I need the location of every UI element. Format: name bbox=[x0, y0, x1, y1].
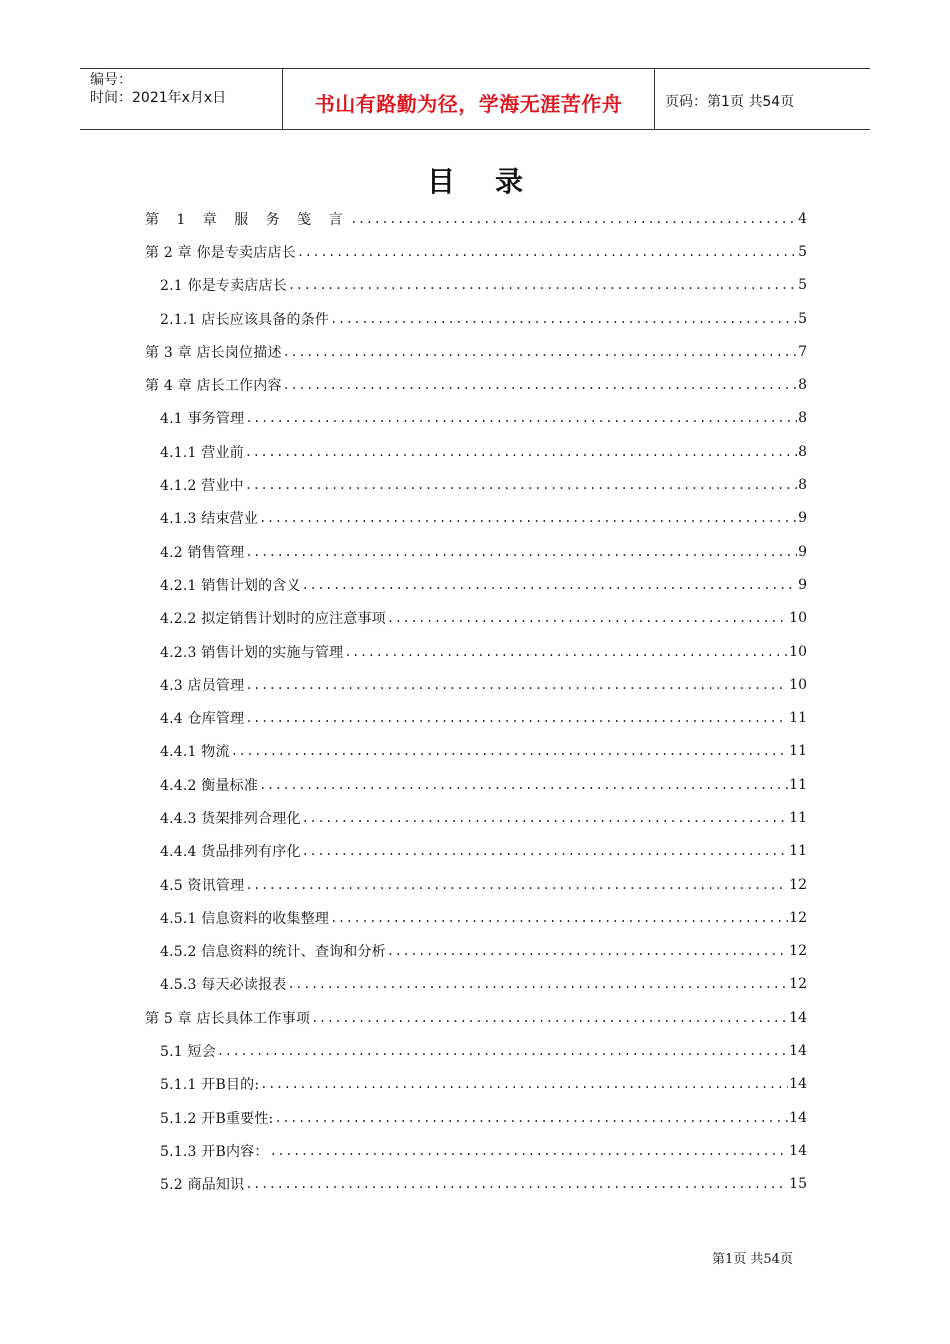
toc-entry-page-number: 9 bbox=[798, 543, 807, 560]
toc-entry-page-number: 14 bbox=[789, 1009, 807, 1026]
toc-leader-dots bbox=[245, 676, 788, 694]
toc-leader-dots bbox=[387, 942, 788, 960]
toc-entry-page-number: 7 bbox=[798, 343, 807, 360]
toc-entry-label: 4.2.1 销售计划的含义 bbox=[160, 577, 301, 594]
toc-leader-dots bbox=[245, 476, 797, 494]
toc-entry[interactable] bbox=[145, 768, 807, 801]
document-header bbox=[80, 68, 870, 130]
toc-entry-page-number: 14 bbox=[789, 1076, 807, 1093]
toc-entry[interactable] bbox=[145, 801, 807, 834]
toc-entry-label: 4.5 资讯管理 bbox=[160, 877, 245, 894]
toc-entry-label: 4.5.1 信息资料的收集整理 bbox=[160, 910, 330, 927]
toc-title-char-1: 目 bbox=[426, 165, 455, 198]
toc-leader-dots bbox=[245, 1175, 788, 1193]
toc-entry-page-number: 8 bbox=[798, 410, 807, 427]
toc-entry-label: 2.1.1 店长应该具备的条件 bbox=[160, 311, 330, 328]
toc-entry-label: 4.2 销售管理 bbox=[160, 544, 245, 561]
toc-entry-label: 4.1.3 结束营业 bbox=[160, 511, 259, 528]
toc-entry-page-number: 14 bbox=[789, 1043, 807, 1060]
header-left-cell bbox=[80, 69, 282, 129]
document-time-label: 时间：2021年x月x日 bbox=[90, 90, 227, 106]
toc-entry-label: 4.4.4 货品排列有序化 bbox=[160, 844, 301, 861]
header-motto: 书山有路勤为径，学海无涯苦作舟 bbox=[314, 91, 623, 116]
toc-entry-page-number: 11 bbox=[789, 743, 807, 760]
toc-entry-label: 4.5.3 每天必读报表 bbox=[160, 977, 287, 994]
toc-entry[interactable] bbox=[145, 1068, 807, 1101]
toc-leader-dots bbox=[288, 276, 797, 294]
toc-entry-page-number: 4 bbox=[798, 210, 807, 227]
toc-entry[interactable] bbox=[145, 1168, 807, 1201]
toc-entry-label: 4.4.1 物流 bbox=[160, 744, 230, 761]
toc-entry[interactable] bbox=[145, 1101, 807, 1134]
toc-entry-label: 4.1.1 营业前 bbox=[160, 444, 244, 461]
toc-entry[interactable] bbox=[145, 368, 807, 401]
toc-entry[interactable] bbox=[145, 402, 807, 435]
toc-entry-label: 第 3 章 店长岗位描述 bbox=[145, 344, 282, 361]
toc-entry-label: 5.2 商品知识 bbox=[160, 1177, 245, 1194]
toc-entry-label: 5.1 短会 bbox=[160, 1044, 216, 1061]
toc-entry[interactable] bbox=[145, 735, 807, 768]
toc-title-char-2: 录 bbox=[495, 165, 524, 198]
toc-title bbox=[0, 160, 950, 200]
toc-entry-page-number: 11 bbox=[789, 776, 807, 793]
toc-leader-dots bbox=[302, 809, 789, 827]
document-number-label: 编号： bbox=[90, 72, 132, 88]
toc-entry[interactable] bbox=[145, 901, 807, 934]
toc-leader-dots bbox=[231, 742, 788, 760]
toc-entry-label: 4.2.2 拟定销售计划时的应注意事项 bbox=[160, 611, 386, 628]
toc-entry-label: 4.2.3 销售计划的实施与管理 bbox=[160, 644, 344, 661]
toc-entry-page-number: 9 bbox=[798, 510, 807, 527]
toc-entry[interactable] bbox=[145, 635, 807, 668]
toc-entry[interactable] bbox=[145, 835, 807, 868]
toc-entry-page-number: 8 bbox=[798, 443, 807, 460]
toc-entry[interactable] bbox=[145, 335, 807, 368]
toc-leader-dots bbox=[287, 975, 788, 993]
toc-leader-dots bbox=[311, 1009, 788, 1027]
toc-entry-page-number: 5 bbox=[798, 277, 807, 294]
toc-entry-label: 第 1 章 服 务 笺 言 bbox=[145, 211, 350, 228]
toc-entry-label: 4.4 仓库管理 bbox=[160, 711, 245, 728]
toc-entry[interactable] bbox=[145, 435, 807, 468]
toc-entry-page-number: 10 bbox=[789, 676, 807, 693]
header-page-cell bbox=[655, 69, 870, 129]
toc-entry[interactable] bbox=[145, 968, 807, 1001]
toc-entry-label: 第 4 章 店长工作内容 bbox=[145, 378, 282, 395]
toc-entry[interactable] bbox=[145, 1034, 807, 1067]
toc-entry[interactable] bbox=[145, 668, 807, 701]
toc-entry[interactable] bbox=[145, 935, 807, 968]
toc-entry-page-number: 11 bbox=[789, 809, 807, 826]
toc-entry-label: 4.4.3 货架排列合理化 bbox=[160, 810, 301, 827]
toc-leader-dots bbox=[259, 776, 788, 794]
toc-entry[interactable] bbox=[145, 602, 807, 635]
toc-leader-dots bbox=[330, 310, 797, 328]
toc-entry[interactable] bbox=[145, 1001, 807, 1034]
toc-entry-label: 第 2 章 你是专卖店店长 bbox=[145, 244, 296, 261]
toc-entry[interactable] bbox=[145, 235, 807, 268]
toc-entry-page-number: 10 bbox=[789, 610, 807, 627]
page-footer: 第1页 共54页 bbox=[712, 1252, 793, 1267]
toc-entry[interactable] bbox=[145, 1134, 807, 1167]
toc-entry-label: 4.1 事务管理 bbox=[160, 411, 245, 428]
toc-entry-page-number: 5 bbox=[798, 243, 807, 260]
toc-entry-page-number: 12 bbox=[789, 976, 807, 993]
toc-entry[interactable] bbox=[145, 701, 807, 734]
toc-leader-dots bbox=[387, 609, 788, 627]
toc-entry-page-number: 12 bbox=[789, 943, 807, 960]
toc-leader-dots bbox=[283, 343, 797, 361]
toc-leader-dots bbox=[245, 443, 797, 461]
toc-entry-label: 2.1 你是专卖店店长 bbox=[160, 278, 287, 295]
toc-leader-dots bbox=[344, 643, 788, 661]
toc-entry-page-number: 12 bbox=[789, 909, 807, 926]
header-page-info: 页码：第1页 共54页 bbox=[665, 94, 795, 110]
toc-entry-page-number: 9 bbox=[798, 576, 807, 593]
table-of-contents bbox=[145, 202, 807, 1201]
toc-entry[interactable] bbox=[145, 535, 807, 568]
toc-entry-label: 4.1.2 营业中 bbox=[160, 478, 244, 495]
toc-leader-dots bbox=[245, 709, 788, 727]
toc-entry[interactable] bbox=[145, 868, 807, 901]
toc-entry[interactable] bbox=[145, 502, 807, 535]
toc-entry-page-number: 8 bbox=[798, 377, 807, 394]
header-motto-cell bbox=[282, 69, 655, 129]
toc-entry-label: 5.1.2 开B重要性: bbox=[160, 1110, 274, 1127]
toc-leader-dots bbox=[245, 543, 797, 561]
toc-entry-label: 5.1.3 开B内容： bbox=[160, 1143, 269, 1160]
toc-entry[interactable] bbox=[145, 468, 807, 501]
toc-leader-dots bbox=[302, 576, 797, 594]
toc-entry-page-number: 10 bbox=[789, 643, 807, 660]
toc-entry-label: 第 5 章 店长具体工作事项 bbox=[145, 1010, 311, 1027]
toc-entry[interactable] bbox=[145, 568, 807, 601]
toc-leader-dots bbox=[259, 509, 797, 527]
toc-leader-dots bbox=[302, 842, 789, 860]
toc-leader-dots bbox=[330, 909, 788, 927]
toc-entry-label: 4.3 店员管理 bbox=[160, 677, 245, 694]
toc-entry-page-number: 8 bbox=[798, 477, 807, 494]
toc-leader-dots bbox=[297, 243, 797, 261]
toc-entry-page-number: 5 bbox=[798, 310, 807, 327]
toc-entry-page-number: 14 bbox=[789, 1109, 807, 1126]
toc-entry-label: 5.1.1 开B目的: bbox=[160, 1077, 260, 1094]
toc-entry[interactable] bbox=[145, 202, 807, 235]
toc-leader-dots bbox=[217, 1042, 788, 1060]
toc-entry[interactable] bbox=[145, 269, 807, 302]
toc-leader-dots bbox=[350, 210, 797, 228]
toc-entry-label: 4.5.2 信息资料的统计、查询和分析 bbox=[160, 944, 386, 961]
toc-leader-dots bbox=[260, 1075, 788, 1093]
toc-entry-page-number: 15 bbox=[789, 1176, 807, 1193]
toc-leader-dots bbox=[245, 409, 797, 427]
toc-entry-page-number: 11 bbox=[789, 843, 807, 860]
toc-entry-page-number: 12 bbox=[789, 876, 807, 893]
toc-entry[interactable] bbox=[145, 302, 807, 335]
toc-leader-dots bbox=[270, 1142, 789, 1160]
toc-entry-page-number: 11 bbox=[789, 710, 807, 727]
toc-leader-dots bbox=[245, 876, 788, 894]
toc-leader-dots bbox=[274, 1109, 788, 1127]
toc-leader-dots bbox=[283, 376, 797, 394]
toc-entry-label: 4.4.2 衡量标准 bbox=[160, 777, 259, 794]
toc-entry-page-number: 14 bbox=[789, 1142, 807, 1159]
